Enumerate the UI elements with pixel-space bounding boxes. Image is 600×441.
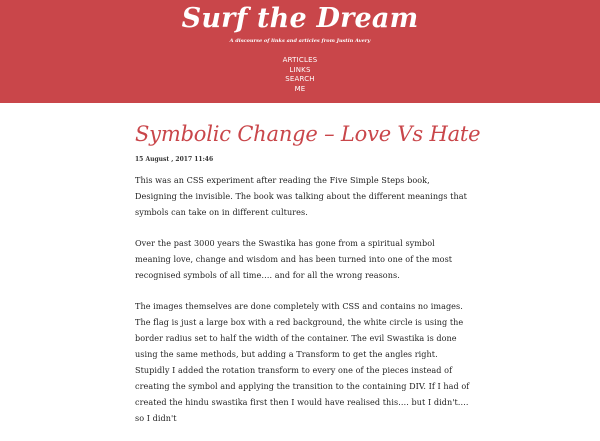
main-nav: [0, 56, 600, 94]
post-paragraph-1: This was an CSS experiment after reading the Five Simple Steps book, Designing the invisible. The book was talking about the different meanings that symbols can take on in different cultures.: [135, 175, 467, 217]
post-title[interactable]: Symbolic Change – Love Vs Hate: [135, 122, 481, 146]
site-header: [0, 0, 600, 103]
post-body: [135, 172, 471, 441]
post-paragraph-2: Over the past 3000 years the Swastika has gone from a spiritual symbol meaning love, change and wisdom and has been turned into one of the most recognised symbols of all time…. and for all the wrong reasons.: [135, 238, 453, 280]
nav-item-articles[interactable]: ARTICLES: [282, 56, 318, 64]
post-date: 15 August , 2017 11:46: [135, 156, 214, 163]
nav-item-links[interactable]: LINKS: [289, 65, 311, 74]
nav-item-me[interactable]: ME: [294, 84, 306, 93]
nav-item-search[interactable]: SEARCH: [285, 75, 315, 84]
site-tagline: A discourse of links and articles from Justin Avery: [229, 38, 371, 44]
post-paragraph-3: The images themselves are done completely with CSS and contains no images. The flag is just a large box with a red background, the white circle is using the border radius set to half the width of the container. The evil Swastika is done using the same methods, but adding a Transform to get the angles right. Stupidly I added the rotation transform to every one of the pieces instead of creating the symbol and applying the transition to the containing DIV. If I had of created the hindu swastika first then I would have realised this…. but I didn't…. so I didn't: [135, 301, 470, 423]
site-title[interactable]: Surf the Dream: [181, 3, 419, 34]
